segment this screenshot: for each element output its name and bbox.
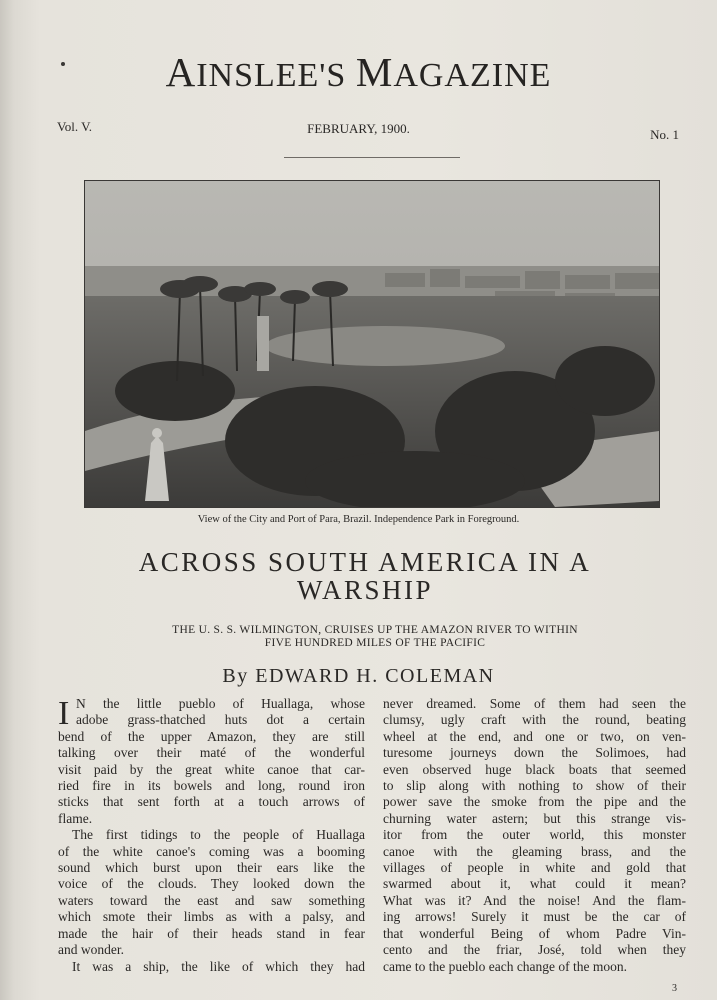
- body-line: adobe grass-thatched huts dot a certain: [76, 712, 365, 728]
- body-line: sticks that sent forth at a touch arrows of: [58, 794, 365, 810]
- body-line: even observed huge black boats that seemed: [383, 761, 686, 777]
- body-line: never dreamed. Some of them had seen the: [383, 696, 686, 711]
- masthead-word-magazine: AGAZINE: [393, 57, 552, 94]
- body-line: cento and the friar, José, told when they: [383, 942, 686, 958]
- headline-line-2: WARSHIP: [296, 575, 434, 605]
- city-photograph: [84, 180, 660, 508]
- body-line: ing arrows! Surely it must be the car of: [383, 909, 686, 925]
- body-line: villages of people in white and gold that: [383, 860, 686, 876]
- body-line: swarmed about it, what could it mean?: [383, 876, 686, 892]
- body-line: talking over their maté of the wonderful: [58, 745, 365, 761]
- body-line: power save the smoke from the pipe and the: [383, 794, 686, 810]
- body-line: that wonderful Being of whom Padre Vin-: [383, 925, 686, 941]
- masthead-word-ainslees: INSLEE'S: [196, 57, 356, 94]
- photo-caption: View of the City and Port of Para, Brazil. Independence Park in Foreground.: [197, 514, 520, 525]
- masthead-initial-m: M: [355, 49, 394, 95]
- body-line: N the little pueblo of Huallaga, whose: [76, 696, 365, 711]
- headline-line-1: ACROSS SOUTH AMERICA IN A: [138, 547, 592, 577]
- body-line: canoe with the gleaming brass, and the: [383, 843, 686, 859]
- body-line: flame.: [58, 810, 93, 826]
- article-subheadline: [60, 624, 690, 650]
- photo-illustration: [85, 181, 659, 507]
- body-line: came to the pueblo each change of the moon.: [383, 958, 628, 974]
- body-line: ried fire in its bowels and long, round iron: [58, 778, 365, 794]
- body-line: voice of the clouds. They looked down the: [58, 876, 365, 892]
- author-byline: By EDWARD H. COLEMAN: [222, 665, 495, 687]
- subheadline-line-2: FIVE HUNDRED MILES OF THE PACIFIC: [264, 637, 486, 649]
- body-line: made the hair of their heads stand in fear: [58, 925, 365, 941]
- body-line: What was it? And the noise! And the flam-: [383, 892, 686, 908]
- issue-number: No. 1: [650, 127, 679, 142]
- body-line: and wonder.: [58, 942, 124, 958]
- masthead-initial-a: A: [165, 49, 197, 95]
- body-line: which smote their limbs as with a palsy, and: [58, 909, 365, 925]
- issue-date: FEBRUARY, 1900.: [307, 121, 410, 136]
- page-number: 3: [672, 983, 677, 994]
- body-line: to slip along with nothing to show of their: [383, 778, 686, 794]
- body-line: churning water astern; but this strange vis-: [383, 810, 686, 826]
- body-line: It was a ship, the like of which they had: [72, 958, 365, 974]
- body-line: clumsy, ugly craft with the round, beating: [383, 712, 686, 728]
- masthead-title: [0, 48, 717, 96]
- masthead-divider: [284, 157, 460, 158]
- subheadline-line-1: THE U. S. S. WILMINGTON, CRUISES UP THE AMAZON RIVER TO WITHIN: [172, 624, 578, 636]
- body-line: of the white canoe's coming was a booming: [58, 843, 365, 859]
- body-line: sound which burst upon their ears like the: [58, 860, 365, 876]
- body-line: visit paid by the great white canoe that car-: [58, 761, 365, 777]
- body-column-left: [58, 696, 365, 975]
- body-line: wheel at the end, and one or two, on ven-: [383, 728, 686, 744]
- article-headline: [40, 548, 690, 604]
- volume-label: Vol. V.: [57, 119, 93, 134]
- body-line: itor from the outer world, this monster: [383, 827, 686, 843]
- body-line: turesome journeys down the Solimoes, had: [383, 745, 686, 761]
- drop-cap: I: [58, 695, 70, 732]
- body-line: bend of the upper Amazon, they are still: [58, 728, 365, 744]
- body-line: The first tidings to the people of Huallaga: [72, 827, 365, 843]
- body-column-right: [383, 696, 686, 975]
- body-line: waters toward the east and saw something: [58, 892, 365, 908]
